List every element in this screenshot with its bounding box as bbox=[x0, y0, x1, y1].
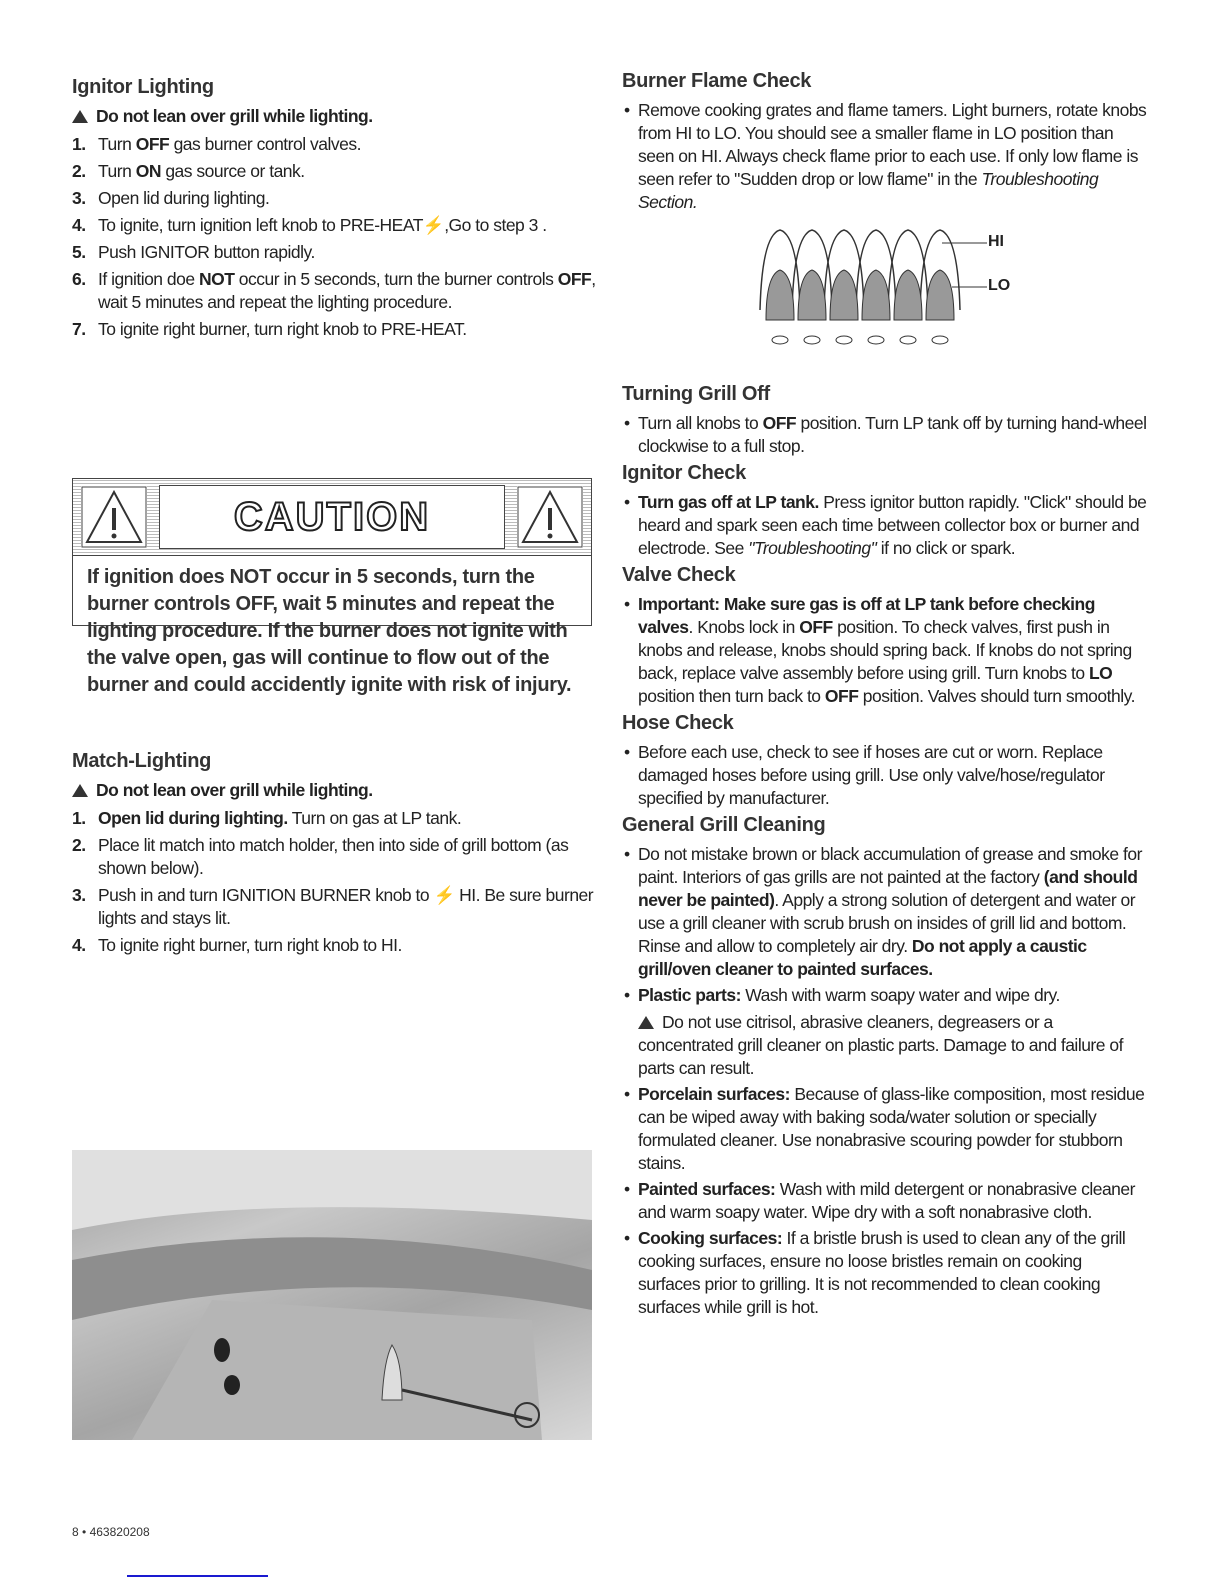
bullet-icon: • bbox=[624, 594, 630, 614]
text-run: To ignite, turn ignition left knob to PRE-HEAT⚡,Go to step 3 . bbox=[98, 215, 547, 235]
text-run: OFF bbox=[135, 134, 170, 154]
text-run: Place lit match into match holder, then into side of grill bottom (as shown below). bbox=[98, 835, 569, 878]
text-run: gas source or tank. bbox=[160, 161, 305, 181]
step-item bbox=[72, 884, 602, 930]
text-run: If a bristle brush is used to clean any of the grill cooking surfaces, ensure no loose bristles remain on cooking surfaces prior to grilling. It is not recommended to clean cooking surfaces while grill is hot. bbox=[638, 1228, 1126, 1317]
bullet-item bbox=[622, 412, 1147, 458]
bullet-icon: • bbox=[624, 985, 630, 1005]
caution-banner bbox=[73, 479, 591, 556]
step-item bbox=[72, 160, 602, 183]
match-lighting-section bbox=[72, 750, 602, 961]
text-run: Plastic parts: bbox=[638, 985, 741, 1005]
text-run: Turn gas off at LP tank. bbox=[638, 492, 819, 512]
step-number: 7. bbox=[72, 319, 86, 339]
caution-title: CAUTION bbox=[159, 485, 505, 549]
text-run: if no click or spark. bbox=[876, 538, 1016, 558]
general-cleaning-section bbox=[622, 814, 1147, 1319]
bullet-list bbox=[622, 1083, 1147, 1319]
text-run: Painted surfaces: bbox=[638, 1179, 776, 1199]
step-item bbox=[72, 268, 602, 314]
step-number: 4. bbox=[72, 935, 86, 955]
section-heading: Ignitor Lighting bbox=[72, 76, 214, 98]
warning-line bbox=[72, 105, 602, 128]
bullet-icon: • bbox=[624, 1179, 630, 1199]
section-heading: General Grill Cleaning bbox=[622, 814, 826, 836]
text-run: Push IGNITOR button rapidly. bbox=[98, 242, 315, 262]
text-run: Turn bbox=[98, 134, 136, 154]
bullet-item bbox=[622, 741, 1147, 810]
separator: • bbox=[82, 1525, 87, 1539]
text-run: Porcelain surfaces: bbox=[638, 1084, 790, 1104]
hose-check-section bbox=[622, 712, 1147, 810]
warning-text: Do not use citrisol, abrasive cleaners, degreasers or a concentrated grill cleaner on plastic parts. Damage to and failure of parts can result. bbox=[638, 1012, 1123, 1078]
text-run: , wait 5 minutes and repeat the lighting procedure. bbox=[98, 269, 596, 312]
text-run: LO bbox=[1088, 663, 1113, 683]
text-run: (and should never be painted) bbox=[638, 867, 1138, 910]
step-item bbox=[72, 807, 602, 830]
step-item bbox=[72, 133, 602, 156]
ignitor-lighting-section bbox=[72, 76, 602, 345]
text-run: OFF bbox=[824, 686, 859, 706]
step-number: 4. bbox=[72, 215, 86, 235]
step-number: 6. bbox=[72, 269, 86, 289]
text-run: OFF bbox=[762, 413, 797, 433]
text-run: NOT bbox=[198, 269, 235, 289]
text-run: Do not mistake brown or black accumulation of grease and smoke for paint. Interiors of gas grills are not painted at the factory bbox=[638, 844, 1142, 887]
text-run: Turn all knobs to bbox=[638, 413, 763, 433]
section-heading: Hose Check bbox=[622, 712, 734, 734]
text-run: position. Turn LP tank off by turning hand-wheel clockwise to a full stop. bbox=[638, 413, 1147, 456]
bullet-icon: • bbox=[624, 1084, 630, 1104]
step-number: 1. bbox=[72, 134, 86, 154]
step-item bbox=[72, 318, 602, 341]
text-run: Turn bbox=[98, 161, 136, 181]
steps-list bbox=[72, 133, 602, 341]
warning-triangle-icon bbox=[638, 1016, 654, 1029]
section-heading: Match-Lighting bbox=[72, 750, 212, 772]
bullet-item bbox=[622, 1178, 1147, 1224]
warning-triangle-icon bbox=[73, 479, 155, 555]
bullet-list bbox=[622, 741, 1147, 810]
bullet-list bbox=[622, 491, 1147, 560]
text-run: Troubleshooting Section. bbox=[638, 169, 1099, 212]
text-run: Cooking surfaces: bbox=[638, 1228, 783, 1248]
bullet-item bbox=[622, 843, 1147, 981]
text-run: Wash with warm soapy water and wipe dry. bbox=[740, 985, 1060, 1005]
bullet-item bbox=[622, 984, 1147, 1007]
text-run: OFF bbox=[799, 617, 833, 637]
text-run: Do not apply a caustic grill/oven cleaner to painted surfaces. bbox=[638, 936, 1087, 979]
bullet-item bbox=[622, 491, 1147, 560]
bullet-item bbox=[622, 99, 1147, 214]
text-run: Turn on gas at LP tank. bbox=[287, 808, 462, 828]
match-holder-photo bbox=[72, 1150, 592, 1440]
bullet-icon: • bbox=[624, 742, 630, 762]
warning-triangle-icon bbox=[72, 110, 88, 123]
section-heading: Turning Grill Off bbox=[622, 383, 770, 405]
warning-triangle-icon bbox=[509, 479, 591, 555]
turning-grill-off-section bbox=[622, 383, 1147, 458]
footer-link-line bbox=[127, 1575, 268, 1577]
section-heading: Burner Flame Check bbox=[622, 70, 812, 92]
ignitor-check-section bbox=[622, 462, 1147, 560]
text-run: . Knobs lock in bbox=[688, 617, 800, 637]
step-number: 2. bbox=[72, 835, 86, 855]
bullet-icon: • bbox=[624, 492, 630, 512]
bullet-item bbox=[622, 1083, 1147, 1175]
text-run: OFF bbox=[557, 269, 592, 289]
text-run: position. Valves should turn smoothly. bbox=[858, 686, 1135, 706]
text-run: Because of glass-like composition, most residue can be wiped away with baking soda/water solution or specially formulated cleaner. Use nonabrasive scouring powder for stubborn stains. bbox=[638, 1084, 1145, 1173]
text-run: Important: Make sure gas is off at LP tank before checking valves bbox=[638, 594, 1095, 637]
text-run: ON bbox=[135, 161, 161, 181]
bullet-icon: • bbox=[624, 1228, 630, 1248]
caution-box bbox=[72, 478, 592, 696]
text-run: To ignite right burner, turn right knob to HI. bbox=[98, 935, 402, 955]
bullet-icon: • bbox=[624, 413, 630, 433]
step-number: 5. bbox=[72, 242, 86, 262]
hi-label: HI bbox=[988, 233, 1004, 250]
text-run: gas burner control valves. bbox=[169, 134, 361, 154]
step-item bbox=[72, 834, 602, 880]
burner-flame-check-section bbox=[622, 70, 1147, 214]
step-item bbox=[72, 214, 602, 237]
warning-text: Do not lean over grill while lighting. bbox=[96, 780, 373, 800]
step-item bbox=[72, 934, 602, 957]
text-run: Remove cooking grates and flame tamers. Light burners, rotate knobs from HI to LO. You should see a smaller flame in LO position than seen on HI. Always check flame prior to each use. If only low flame is seen refer to "Sudden drop or low flame" in the bbox=[638, 100, 1147, 189]
bullet-list bbox=[622, 593, 1147, 708]
step-number: 1. bbox=[72, 808, 86, 828]
step-item bbox=[72, 187, 602, 210]
bullet-list bbox=[622, 99, 1147, 214]
warning-line bbox=[72, 779, 602, 802]
text-run: Press ignitor button rapidly. "Click" should be heard and spark seen each time between collector box or burner and electrode. See bbox=[638, 492, 1147, 558]
text-run: occur in 5 seconds, turn the burner controls bbox=[234, 269, 558, 289]
bullet-list bbox=[622, 843, 1147, 1007]
bullet-list bbox=[622, 412, 1147, 458]
text-run: Wash with mild detergent or nonabrasive cleaner and warm soapy water. Wipe dry with a soft nonabrasive cloth. bbox=[638, 1179, 1135, 1222]
warning-text: Do not lean over grill while lighting. bbox=[96, 106, 373, 126]
page-footer bbox=[72, 1525, 150, 1539]
step-item bbox=[72, 241, 602, 264]
text-run: Open lid during lighting. bbox=[98, 808, 288, 828]
plastic-warning bbox=[622, 1011, 1147, 1080]
step-number: 2. bbox=[72, 161, 86, 181]
step-number: 3. bbox=[72, 188, 86, 208]
section-heading: Valve Check bbox=[622, 564, 736, 586]
text-run: position then turn back to bbox=[638, 686, 825, 706]
text-run: Before each use, check to see if hoses are cut or worn. Replace damaged hoses before using grill. Use only valve/hose/regulator specified by manufacturer. bbox=[638, 742, 1105, 808]
bullet-item bbox=[622, 593, 1147, 708]
text-run: Open lid during lighting. bbox=[98, 188, 270, 208]
valve-check-section bbox=[622, 564, 1147, 708]
text-run: To ignite right burner, turn right knob to PRE-HEAT. bbox=[98, 319, 467, 339]
bullet-icon: • bbox=[624, 100, 630, 120]
steps-list bbox=[72, 807, 602, 957]
text-run: position. To check valves, first push in knobs and release, knobs should spring back. If knobs do not spring back, replace valve assembly before using grill. Turn knobs to bbox=[638, 617, 1132, 683]
section-heading: Ignitor Check bbox=[622, 462, 746, 484]
part-number: 463820208 bbox=[89, 1525, 150, 1539]
bullet-item bbox=[622, 1227, 1147, 1319]
lo-label: LO bbox=[988, 277, 1011, 294]
burner-flame-diagram bbox=[752, 215, 1032, 355]
text-run: If ignition doe bbox=[98, 269, 199, 289]
warning-triangle-icon bbox=[72, 784, 88, 797]
bullet-icon: • bbox=[624, 844, 630, 864]
step-number: 3. bbox=[72, 885, 86, 905]
caution-text: If ignition does NOT occur in 5 seconds, turn the burner controls OFF, wait 5 minutes and repeat the lighting procedure. If the burner does not ignite with the valve open, gas will continue to flow out of the burner and could accidently ignite with risk of injury. bbox=[87, 566, 572, 696]
page-number: 8 bbox=[72, 1525, 79, 1539]
text-run: "Troubleshooting" bbox=[748, 538, 877, 558]
text-run: Push in and turn IGNITION BURNER knob to ⚡ HI. Be sure burner lights and stays lit. bbox=[98, 885, 594, 928]
text-run: . Apply a strong solution of detergent and water or use a grill cleaner with scrub brush on insides of grill lid and bottom. Rinse and allow to completely air dry. bbox=[638, 890, 1136, 956]
